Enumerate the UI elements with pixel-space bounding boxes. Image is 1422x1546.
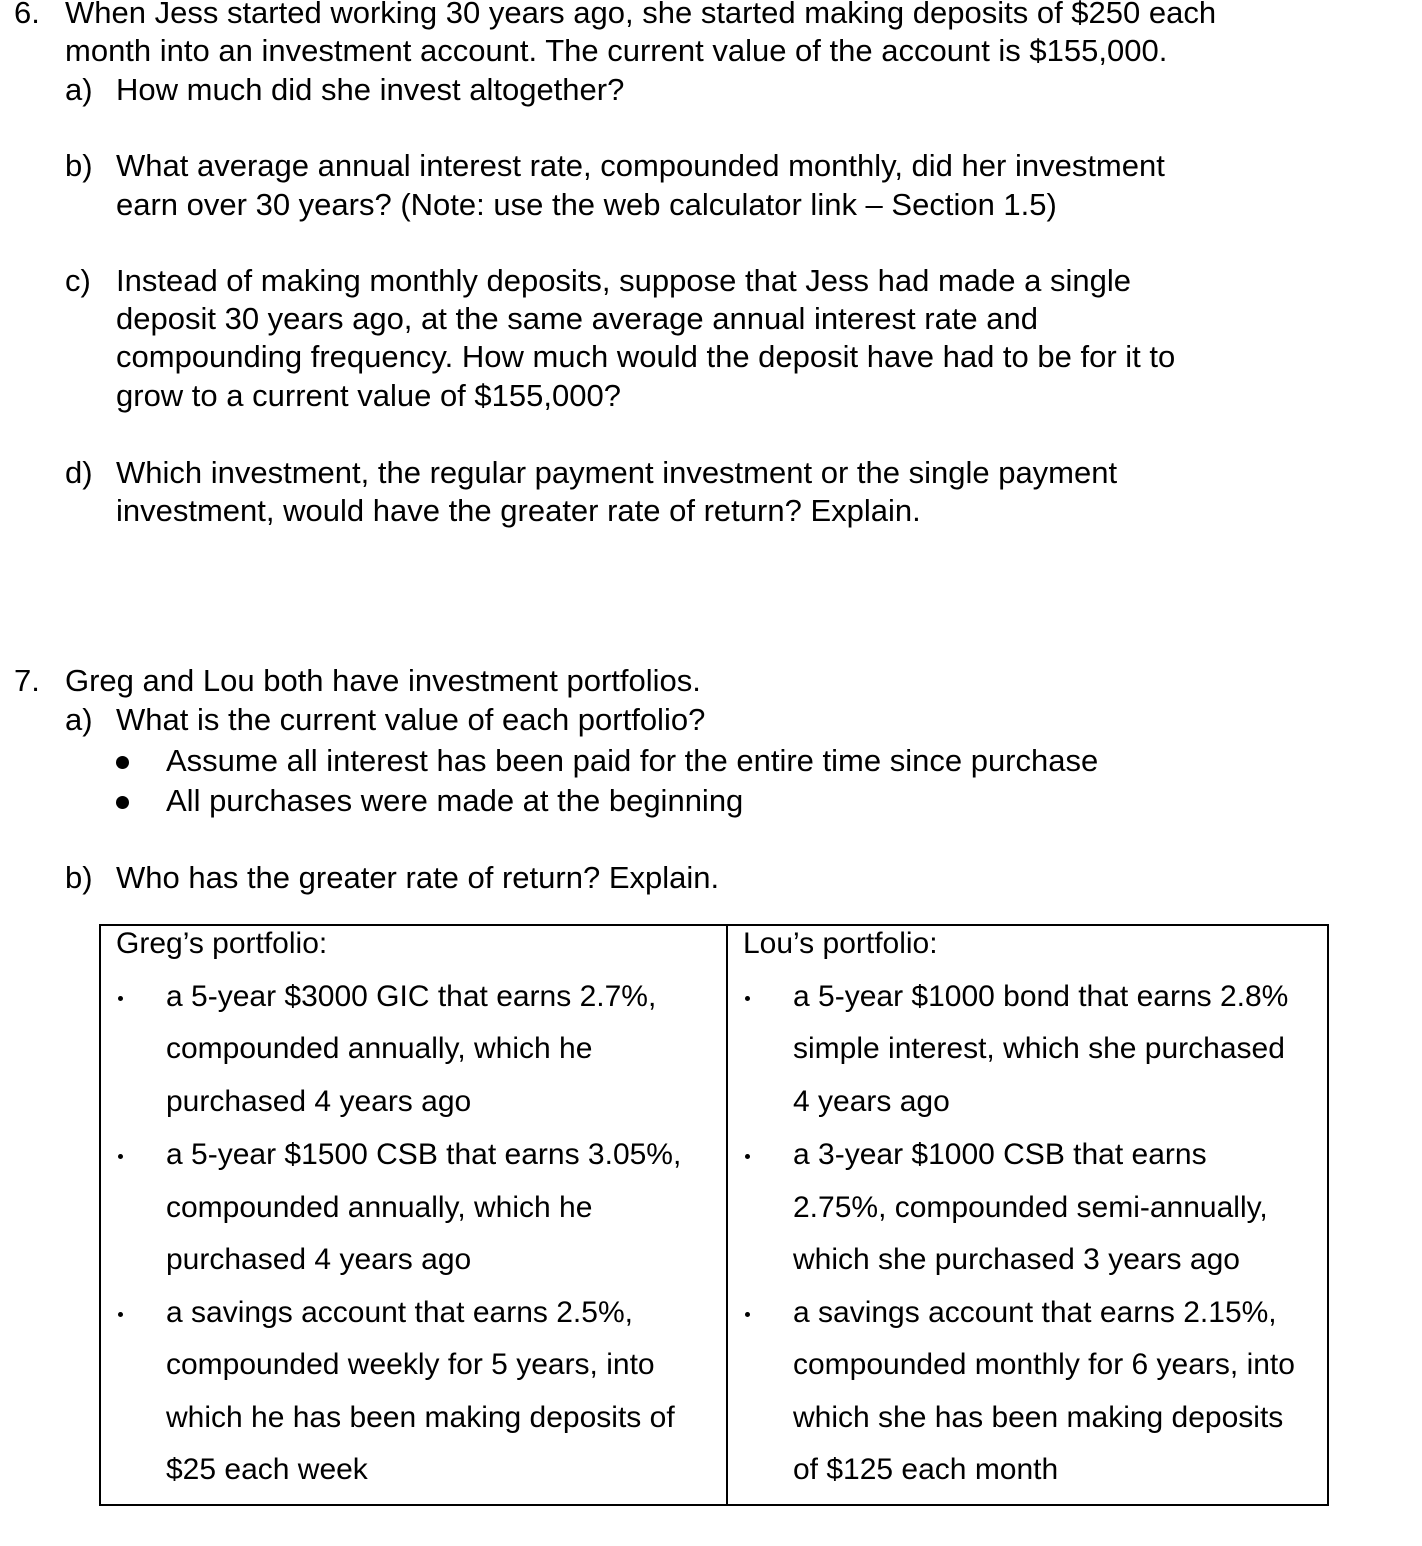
question-6a-text: How much did she invest altogether? bbox=[116, 72, 625, 107]
bullet-icon bbox=[118, 1312, 123, 1317]
question-6-stem-line-2: month into an investment account. The current value of the account is $155,000. bbox=[65, 33, 1168, 68]
question-6a-label: a) bbox=[65, 72, 93, 107]
question-6d-line-2: investment, would have the greater rate of return? Explain. bbox=[116, 493, 921, 528]
lou-item-1-line-3: 4 years ago bbox=[793, 1085, 950, 1118]
bullet-icon bbox=[745, 1312, 750, 1317]
question-6c-label: c) bbox=[65, 263, 91, 298]
question-7a-bullet-2: All purchases were made at the beginning bbox=[166, 783, 744, 818]
greg-item-1-line-1: a 5-year $3000 GIC that earns 2.7%, bbox=[166, 980, 657, 1013]
bullet-icon bbox=[116, 756, 129, 769]
greg-item-1-line-2: compounded annually, which he bbox=[166, 1032, 593, 1065]
question-6-stem-line-1: When Jess started working 30 years ago, she started making deposits of $250 each bbox=[65, 0, 1217, 30]
lou-item-3-line-1: a savings account that earns 2.15%, bbox=[793, 1296, 1277, 1329]
bullet-icon bbox=[116, 796, 129, 809]
question-7a-bullet-1: Assume all interest has been paid for the entire time since purchase bbox=[166, 743, 1099, 778]
question-6c-line-3: compounding frequency. How much would the deposit have had to be for it to bbox=[116, 339, 1176, 374]
question-6b-line-2: earn over 30 years? (Note: use the web calculator link – Section 1.5) bbox=[116, 187, 1057, 222]
question-7-number: 7. bbox=[14, 663, 40, 698]
question-6d-label: d) bbox=[65, 455, 93, 490]
lou-item-3-line-4: of $125 each month bbox=[793, 1453, 1059, 1486]
greg-item-1-line-3: purchased 4 years ago bbox=[166, 1085, 472, 1118]
lou-item-3-line-2: compounded monthly for 6 years, into bbox=[793, 1348, 1295, 1381]
greg-item-3-line-1: a savings account that earns 2.5%, bbox=[166, 1296, 633, 1329]
lou-item-2-line-3: which she purchased 3 years ago bbox=[793, 1243, 1240, 1276]
table-column-divider bbox=[726, 924, 728, 1506]
bullet-icon bbox=[745, 1154, 750, 1159]
question-7b-text: Who has the greater rate of return? Explain. bbox=[116, 860, 720, 895]
lou-item-1-line-1: a 5-year $1000 bond that earns 2.8% bbox=[793, 980, 1289, 1013]
lou-item-2-line-1: a 3-year $1000 CSB that earns bbox=[793, 1138, 1207, 1171]
bullet-icon bbox=[745, 996, 750, 1001]
lou-item-2-line-2: 2.75%, compounded semi-annually, bbox=[793, 1191, 1268, 1224]
greg-item-2-line-1: a 5-year $1500 CSB that earns 3.05%, bbox=[166, 1138, 682, 1171]
question-7a-text: What is the current value of each portfolio? bbox=[116, 702, 706, 737]
lou-item-1-line-2: simple interest, which she purchased bbox=[793, 1032, 1285, 1065]
question-6c-line-2: deposit 30 years ago, at the same average annual interest rate and bbox=[116, 301, 1038, 336]
question-6b-label: b) bbox=[65, 148, 93, 183]
lou-item-3-line-3: which she has been making deposits bbox=[793, 1401, 1284, 1434]
question-6-number: 6. bbox=[14, 0, 40, 30]
question-6c-line-4: grow to a current value of $155,000? bbox=[116, 378, 621, 413]
greg-item-2-line-3: purchased 4 years ago bbox=[166, 1243, 472, 1276]
greg-item-3-line-2: compounded weekly for 5 years, into bbox=[166, 1348, 655, 1381]
question-7b-label: b) bbox=[65, 860, 93, 895]
question-6b-line-1: What average annual interest rate, compounded monthly, did her investment bbox=[116, 148, 1165, 183]
question-6c-line-1: Instead of making monthly deposits, suppose that Jess had made a single bbox=[116, 263, 1131, 298]
greg-item-3-line-3: which he has been making deposits of bbox=[166, 1401, 675, 1434]
bullet-icon bbox=[118, 1154, 123, 1159]
question-7a-label: a) bbox=[65, 702, 93, 737]
greg-item-3-line-4: $25 each week bbox=[166, 1453, 368, 1486]
bullet-icon bbox=[118, 996, 123, 1001]
greg-portfolio-heading: Greg’s portfolio: bbox=[116, 927, 328, 960]
question-7-stem: Greg and Lou both have investment portfolios. bbox=[65, 663, 701, 698]
question-6d-line-1: Which investment, the regular payment investment or the single payment bbox=[116, 455, 1118, 490]
lou-portfolio-heading: Lou’s portfolio: bbox=[743, 927, 938, 960]
greg-item-2-line-2: compounded annually, which he bbox=[166, 1191, 593, 1224]
